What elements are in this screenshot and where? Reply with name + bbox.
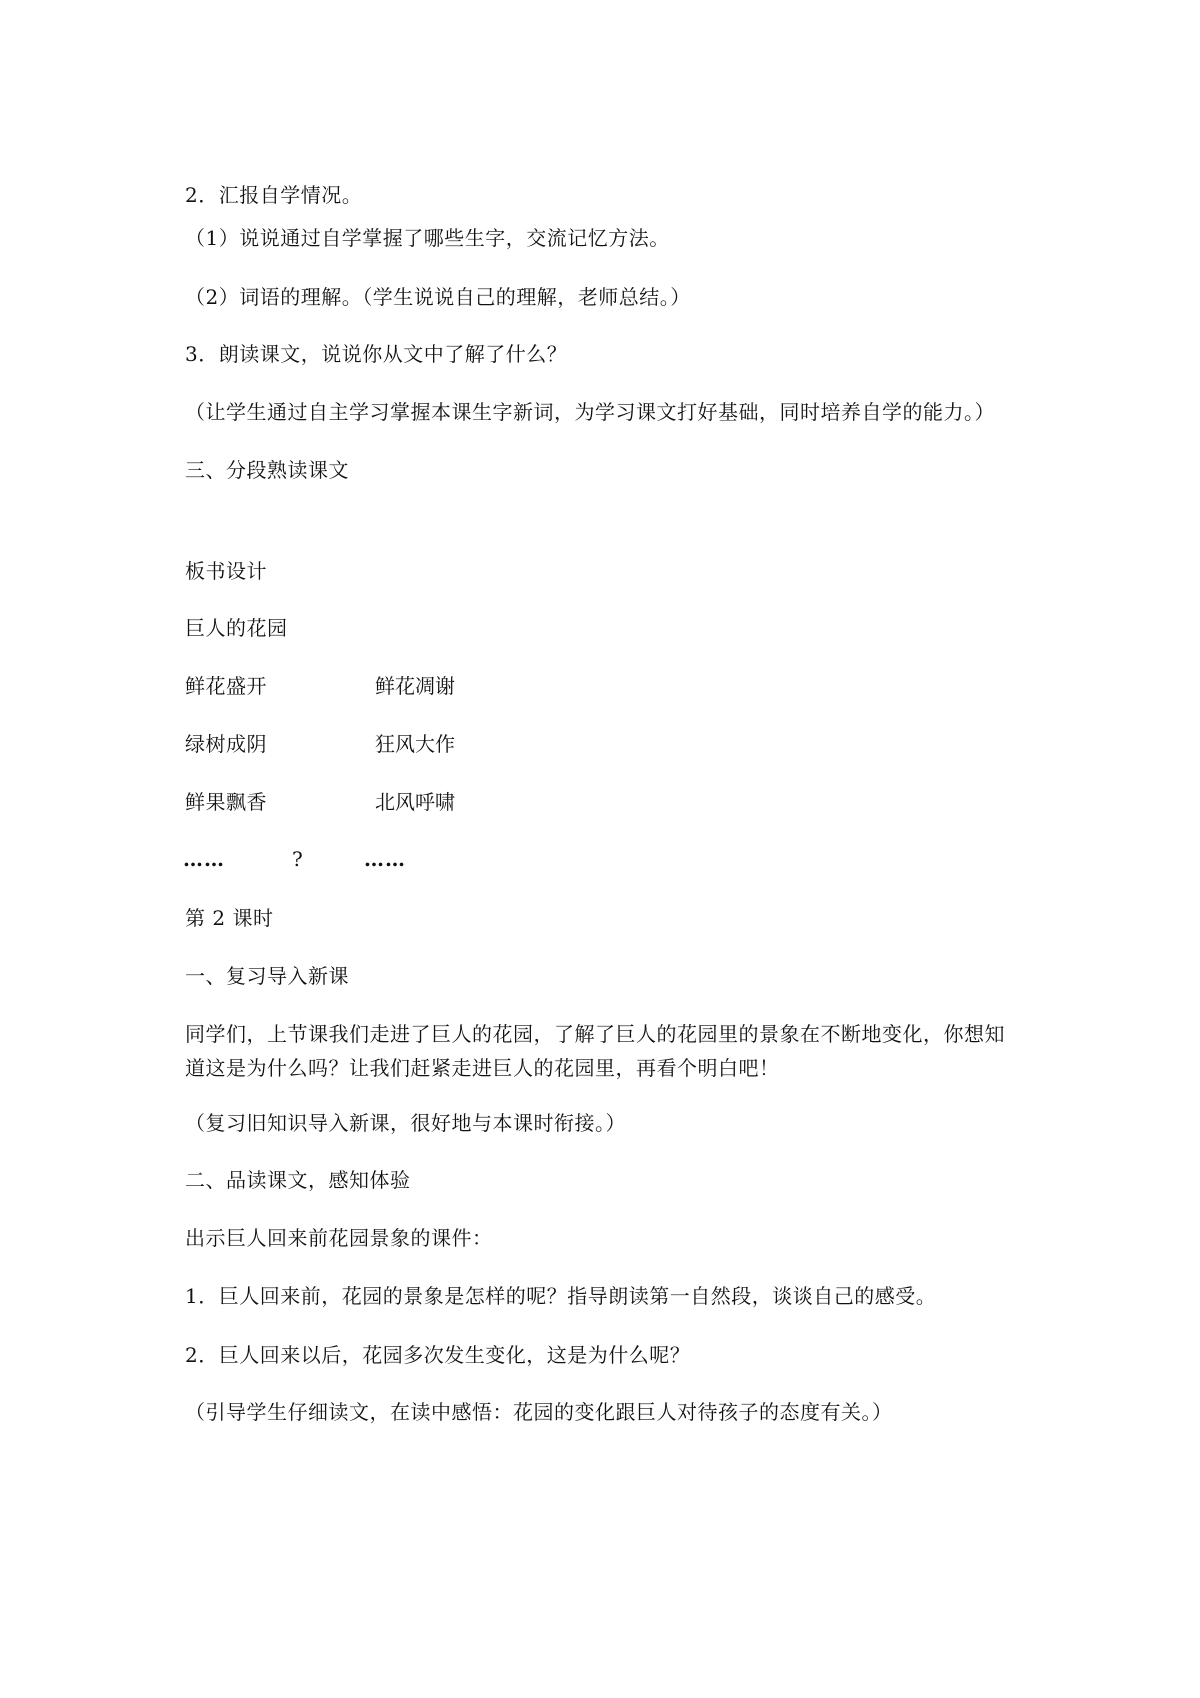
report-self-study-item: 2．汇报自学情况。 [185,183,363,207]
section-one-body: 同学们，上节课我们走进了巨人的花园，了解了巨人的花园里的景象在不断地变化，你想知道这是为什么吗？让我们赶紧走进巨人的花园里，再看个明白吧！ [185,1022,1005,1080]
teaching-note-self-study: （让学生通过自主学习掌握本课生字新词，为学习课文打好基础，同时培养自学的能力。） [185,400,995,424]
section-two-item-2: 2．巨人回来以后，花园多次发生变化，这是为什么呢？ [185,1343,691,1367]
board-ellipsis-right: …… [364,847,406,871]
section-three-heading: 三、分段熟读课文 [185,458,349,482]
section-one-note: （复习旧知识导入新课，很好地与本课时衔接。） [185,1111,626,1135]
section-two-intro: 出示巨人回来前花园景象的课件： [185,1226,493,1250]
board-row-right: 狂风大作 [375,732,455,756]
lesson-two-heading: 第 2 课时 [185,906,274,930]
board-row-right: 北风呼啸 [375,790,455,814]
board-row-right: 鲜花凋谢 [375,674,455,698]
board-design-heading: 板书设计 [185,559,267,583]
sub-item-new-characters: （1）说说通过自学掌握了哪些生字，交流记忆方法。 [185,226,670,250]
read-text-item: 3．朗读课文，说说你从文中了解了什么？ [185,342,568,366]
board-row-left: 鲜果飘香 [185,790,267,814]
section-two-item-1: 1．巨人回来前，花园的景象是怎样的呢？指导朗读第一自然段，谈谈自己的感受。 [185,1284,937,1308]
board-row-left: 绿树成阴 [185,732,267,756]
sub-item-word-understanding: （2）词语的理解。（学生说说自己的理解，老师总结。） [185,285,691,309]
board-ellipsis-left: …… [183,847,225,871]
section-one-heading: 一、复习导入新课 [185,964,349,988]
section-two-heading: 二、品读课文，感知体验 [185,1168,411,1192]
board-row-left: 鲜花盛开 [185,674,267,698]
section-two-note: （引导学生仔细读文，在读中感悟：花园的变化跟巨人对待孩子的态度有关。） [185,1400,893,1424]
board-question-mark: ? [292,847,304,871]
board-title: 巨人的花园 [185,616,288,640]
